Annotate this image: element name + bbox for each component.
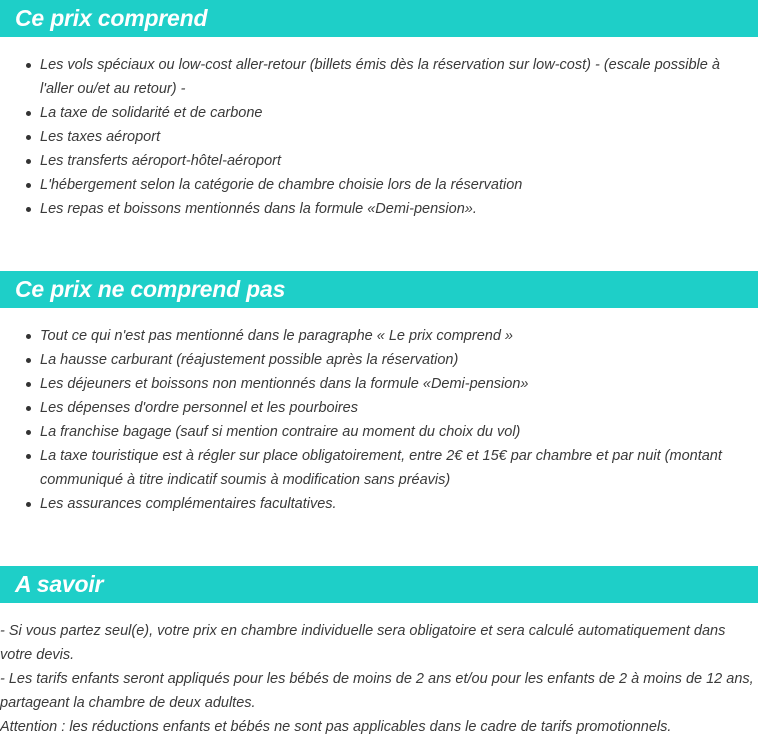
list-item: Les dépenses d'ordre personnel et les pourboires	[0, 396, 740, 420]
list-item: La hausse carburant (réajustement possible après la réservation)	[0, 348, 740, 372]
section-title: A savoir	[15, 571, 104, 597]
note-paragraph: Attention : les réductions enfants et bébés ne sont pas applicables dans le cadre de tarifs promotionnels.	[0, 719, 672, 735]
list-item: Les taxes aéroport	[0, 125, 740, 149]
list-item: Les vols spéciaux ou low-cost aller-retour (billets émis dès la réservation sur low-cost) - (escale possible à l'aller ou/et au retour) -	[0, 53, 740, 101]
list-item: La taxe touristique est à régler sur place obligatoirement, entre 2€ et 15€ par chambre et par nuit (montant communiqué à titre indicatif soumis à modification sans préavis)	[0, 444, 740, 492]
included-list	[0, 53, 740, 221]
section-header-good-to-know	[0, 566, 758, 603]
list-item: La franchise bagage (sauf si mention contraire au moment du choix du vol)	[0, 420, 740, 444]
list-item: Les repas et boissons mentionnés dans la formule «Demi-pension».	[0, 197, 740, 221]
list-item: Tout ce qui n'est pas mentionné dans le paragraphe « Le prix comprend »	[0, 324, 740, 348]
not-included-list	[0, 324, 740, 516]
section-title: Ce prix ne comprend pas	[15, 276, 286, 302]
section-header-not-included	[0, 271, 758, 308]
list-item: Les transferts aéroport-hôtel-aéroport	[0, 149, 740, 173]
list-item: Les déjeuners et boissons non mentionnés dans la formule «Demi-pension»	[0, 372, 740, 396]
list-item: L'hébergement selon la catégorie de chambre choisie lors de la réservation	[0, 173, 740, 197]
section-header-included	[0, 0, 758, 37]
good-to-know-notes	[0, 619, 756, 739]
list-item: Les assurances complémentaires facultatives.	[0, 492, 740, 516]
section-title: Ce prix comprend	[15, 5, 208, 31]
note-paragraph: - Les tarifs enfants seront appliqués pour les bébés de moins de 2 ans et/ou pour les enfants de 2 à moins de 12 ans, partageant la chambre de deux adultes.	[0, 671, 754, 711]
list-item: La taxe de solidarité et de carbone	[0, 101, 740, 125]
note-paragraph: - Si vous partez seul(e), votre prix en chambre individuelle sera obligatoire et sera calculé automatiquement dans votre devis.	[0, 623, 726, 663]
